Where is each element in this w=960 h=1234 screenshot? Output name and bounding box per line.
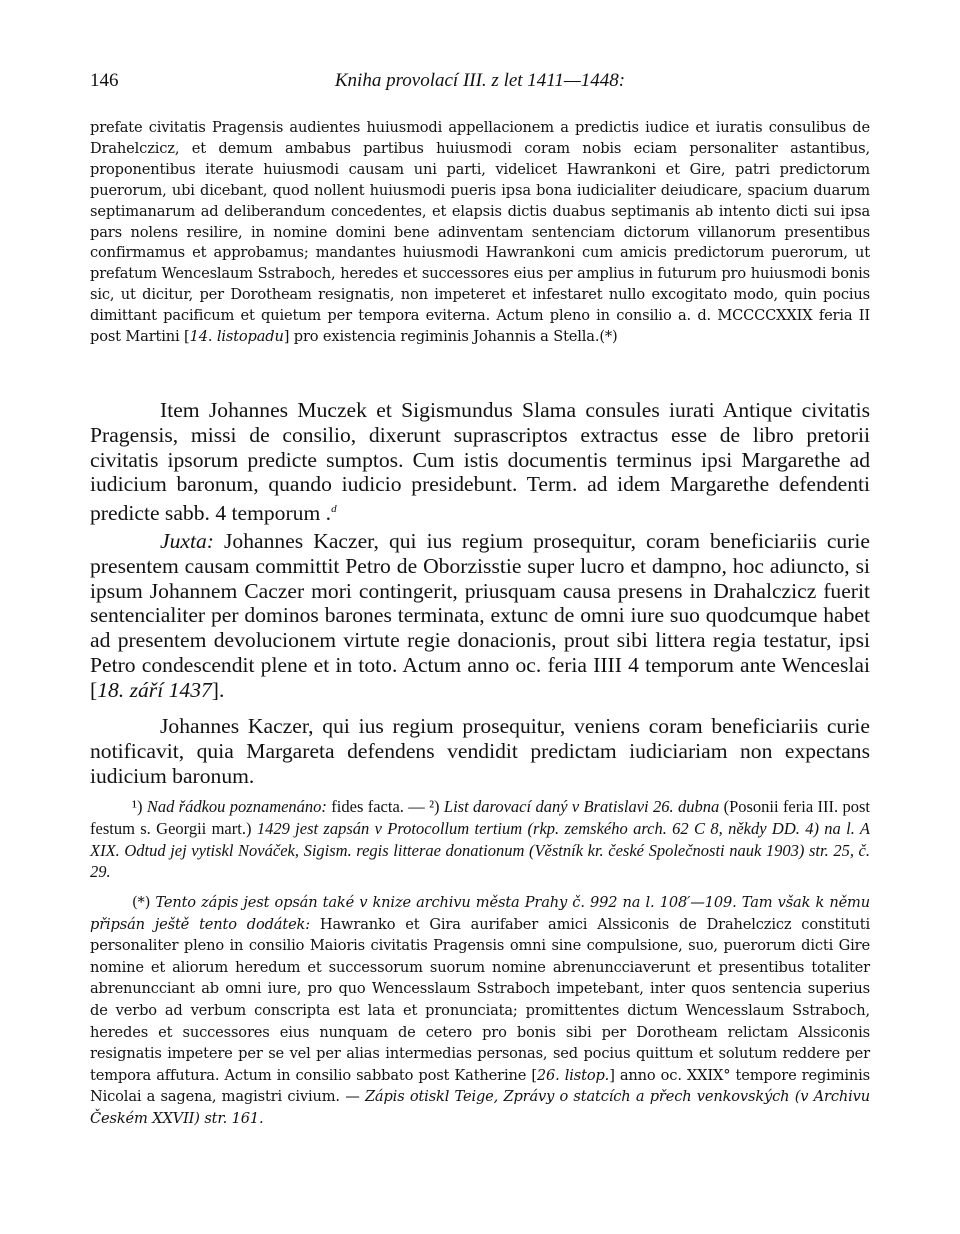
footnote-1-label: Nad řádkou poznamenáno: [146,797,327,816]
note-date: 26. listop. [536,1066,610,1084]
footnote-2-text: (Posonii feria III. post festum s. Georgii mart.) [90,797,870,838]
note-source: Zápis otiskl Teige, Zprávy o statcích a přech venkovských (v Archivu Českém XXVII) str. 161. [90,1088,870,1127]
footnote-1-text: fides facta. — [326,797,430,816]
footnote-reference: d [331,503,337,516]
date-gloss: 14. listopadu [189,328,284,346]
note-text-end: ] anno oc. XXIX° tempore regiminis Nicolai a sagena, magistri civium. — [90,1066,871,1106]
paragraph-text: Johannes Kaczer, qui ius regium prosequitur, coram beneficiariis curie presentem causam committit Petro de Oborzisstie super lucro et dampno, hoc adiuncto, si ipsum Johannem Caczer mori contingerit, priusquam causa presens in Drahalczicz fuerit sentencialiter per dominos barones terminata, extunc de omni iure suo quodcumque habet ad presentem devolucionem virtute regie donacionis, prout sibi littera regia testatur, ipsi Petro condescendit plene et in toto. Actum anno oc. feria IIII 4 temporum ante Wenceslai [ [90,529,870,702]
note-mark: (*) [132,894,151,911]
footnote-2-mark: ²) [429,797,440,816]
paragraph-text: Johannes Kaczer, qui ius regium prosequitur, veniens coram beneficiariis curie notificavit, quia Margareta defendens vendidit predictam iudiciariam non expectans iudicium baronum. [90,714,870,788]
footnote-2-italic: List darovací daný v Bratislavi 26. dubna [443,797,720,816]
paragraph-text: prefate civitatis Pragensis audientes huiusmodi appellacionem a predictis iudice et iuratis consulibus de Drahelczicz, et demum ambabus partibus huiusmodi coram nobis eciam personaliter astantibus, proponentibus iterate huiusmodi causam uni parti, videlicet Hawrankoni et Gire, patri predictorum puerorum, ubi dicebant, quod nollent huiusmodi pueris ipsa bona iudicialiter deiudicare, spacium duarum septimanarum ad deliberandum concedentes, et elapsis dictis duabus septimanis ab intento dicti sui ipsa pars nolens resilire, in nomine domini bene adinventam sentenciam dictorum villanorum presentibus confirmamus et approbamus; mandantes huiusmodi Hawrankoni cum amicis predictorum puerorum, ut prefatum Wenceslaum Sstraboch, heredes et successores eius per amplius in futurum pro huiusmodi bonis sic, ut dicitur, per Dorotheam resignatis, non impeteret et infestaret nullo excogitato modo, quin pocius dimittant pacificum et quietum per tempora eviterna. Actum pleno in consilio a. d. MCCCCXXIX feria II post Martini [ [90,119,870,346]
paragraph-text-end: ]. [211,677,225,702]
paragraph-lead: Juxta: [160,529,214,553]
editorial-note [90,892,870,1158]
note-text: Hawranko et Gira aurifaber amici Alssiconis de Drahelczicz constituti personaliter pleno in consilio Maioris civitatis Pragensis omni sine compulsione, suo, puerorum dicti Gire nomine et aliorum heredum et successorum suorum nomine abrenuncciaverunt et presentibus totaliter abrenuncciant ab omni iure, pro quo Wencesslaum Sstraboch impetebant, inter quos sentencia superius de verbo ad verbum conscripta est lata et pronunciata; promittentes dictum Wencesslaum Sstraboch, heredes et successores eius nunquam de cetero pro bonis sibi per Dorotheam relictam Alssiconis resignatis impetere per se vel per alias intermedias personas, sed pocius quittum et solutum reddere per tempora affutura. Actum in consilio sabbato post Katherine [ [90,915,870,1084]
footnote-2-source: 1429 jest zapsán v Protocollum tertium (rkp. zemského arch. 62 C 8, někdy DD. 4) na l. A XIX. Odtud jej vytiskl Nováček, Sigism. regis litterae donationum (Věstník kr. české Společnosti nauk 1903) str. 25, č. 29. [90,818,870,882]
date-gloss: 18. září 1437 [97,677,212,702]
page-header [90,70,870,96]
footnote-1-mark: ¹) [132,797,143,816]
paragraph-sentence [90,118,870,398]
page-number: 146 [90,70,119,91]
paragraph-text: Item Johannes Muczek et Sigismundus Slama consules iurati Antique civitatis Pragensis, missi de consilio, dixerunt suprascriptos extractus esse de libro pretorii civitatis ipsorum predicte sumptos. Cum istis documentis terminus ipsi Margarethe ad iudicium baronum, quando iudicio presidebunt. Term. ad idem Margarethe defendenti predicte sabb. 4 temporum . [90,398,870,526]
footnotes [90,796,870,888]
note-intro: Tento zápis jest opsán také v knize archivu města Prahy č. 992 na l. 108′—109. Tam však k němu připsán ještě tento dodátek: [90,894,870,933]
paragraph-text-end: ] pro existencia regiminis Johannis a Stella.(*) [283,328,618,346]
running-title: Kniha provolací III. z let 1411—1448: [334,70,626,91]
paragraph-kaczer [90,714,870,794]
paragraph-item [90,398,870,526]
paragraph-juxta [90,529,870,714]
